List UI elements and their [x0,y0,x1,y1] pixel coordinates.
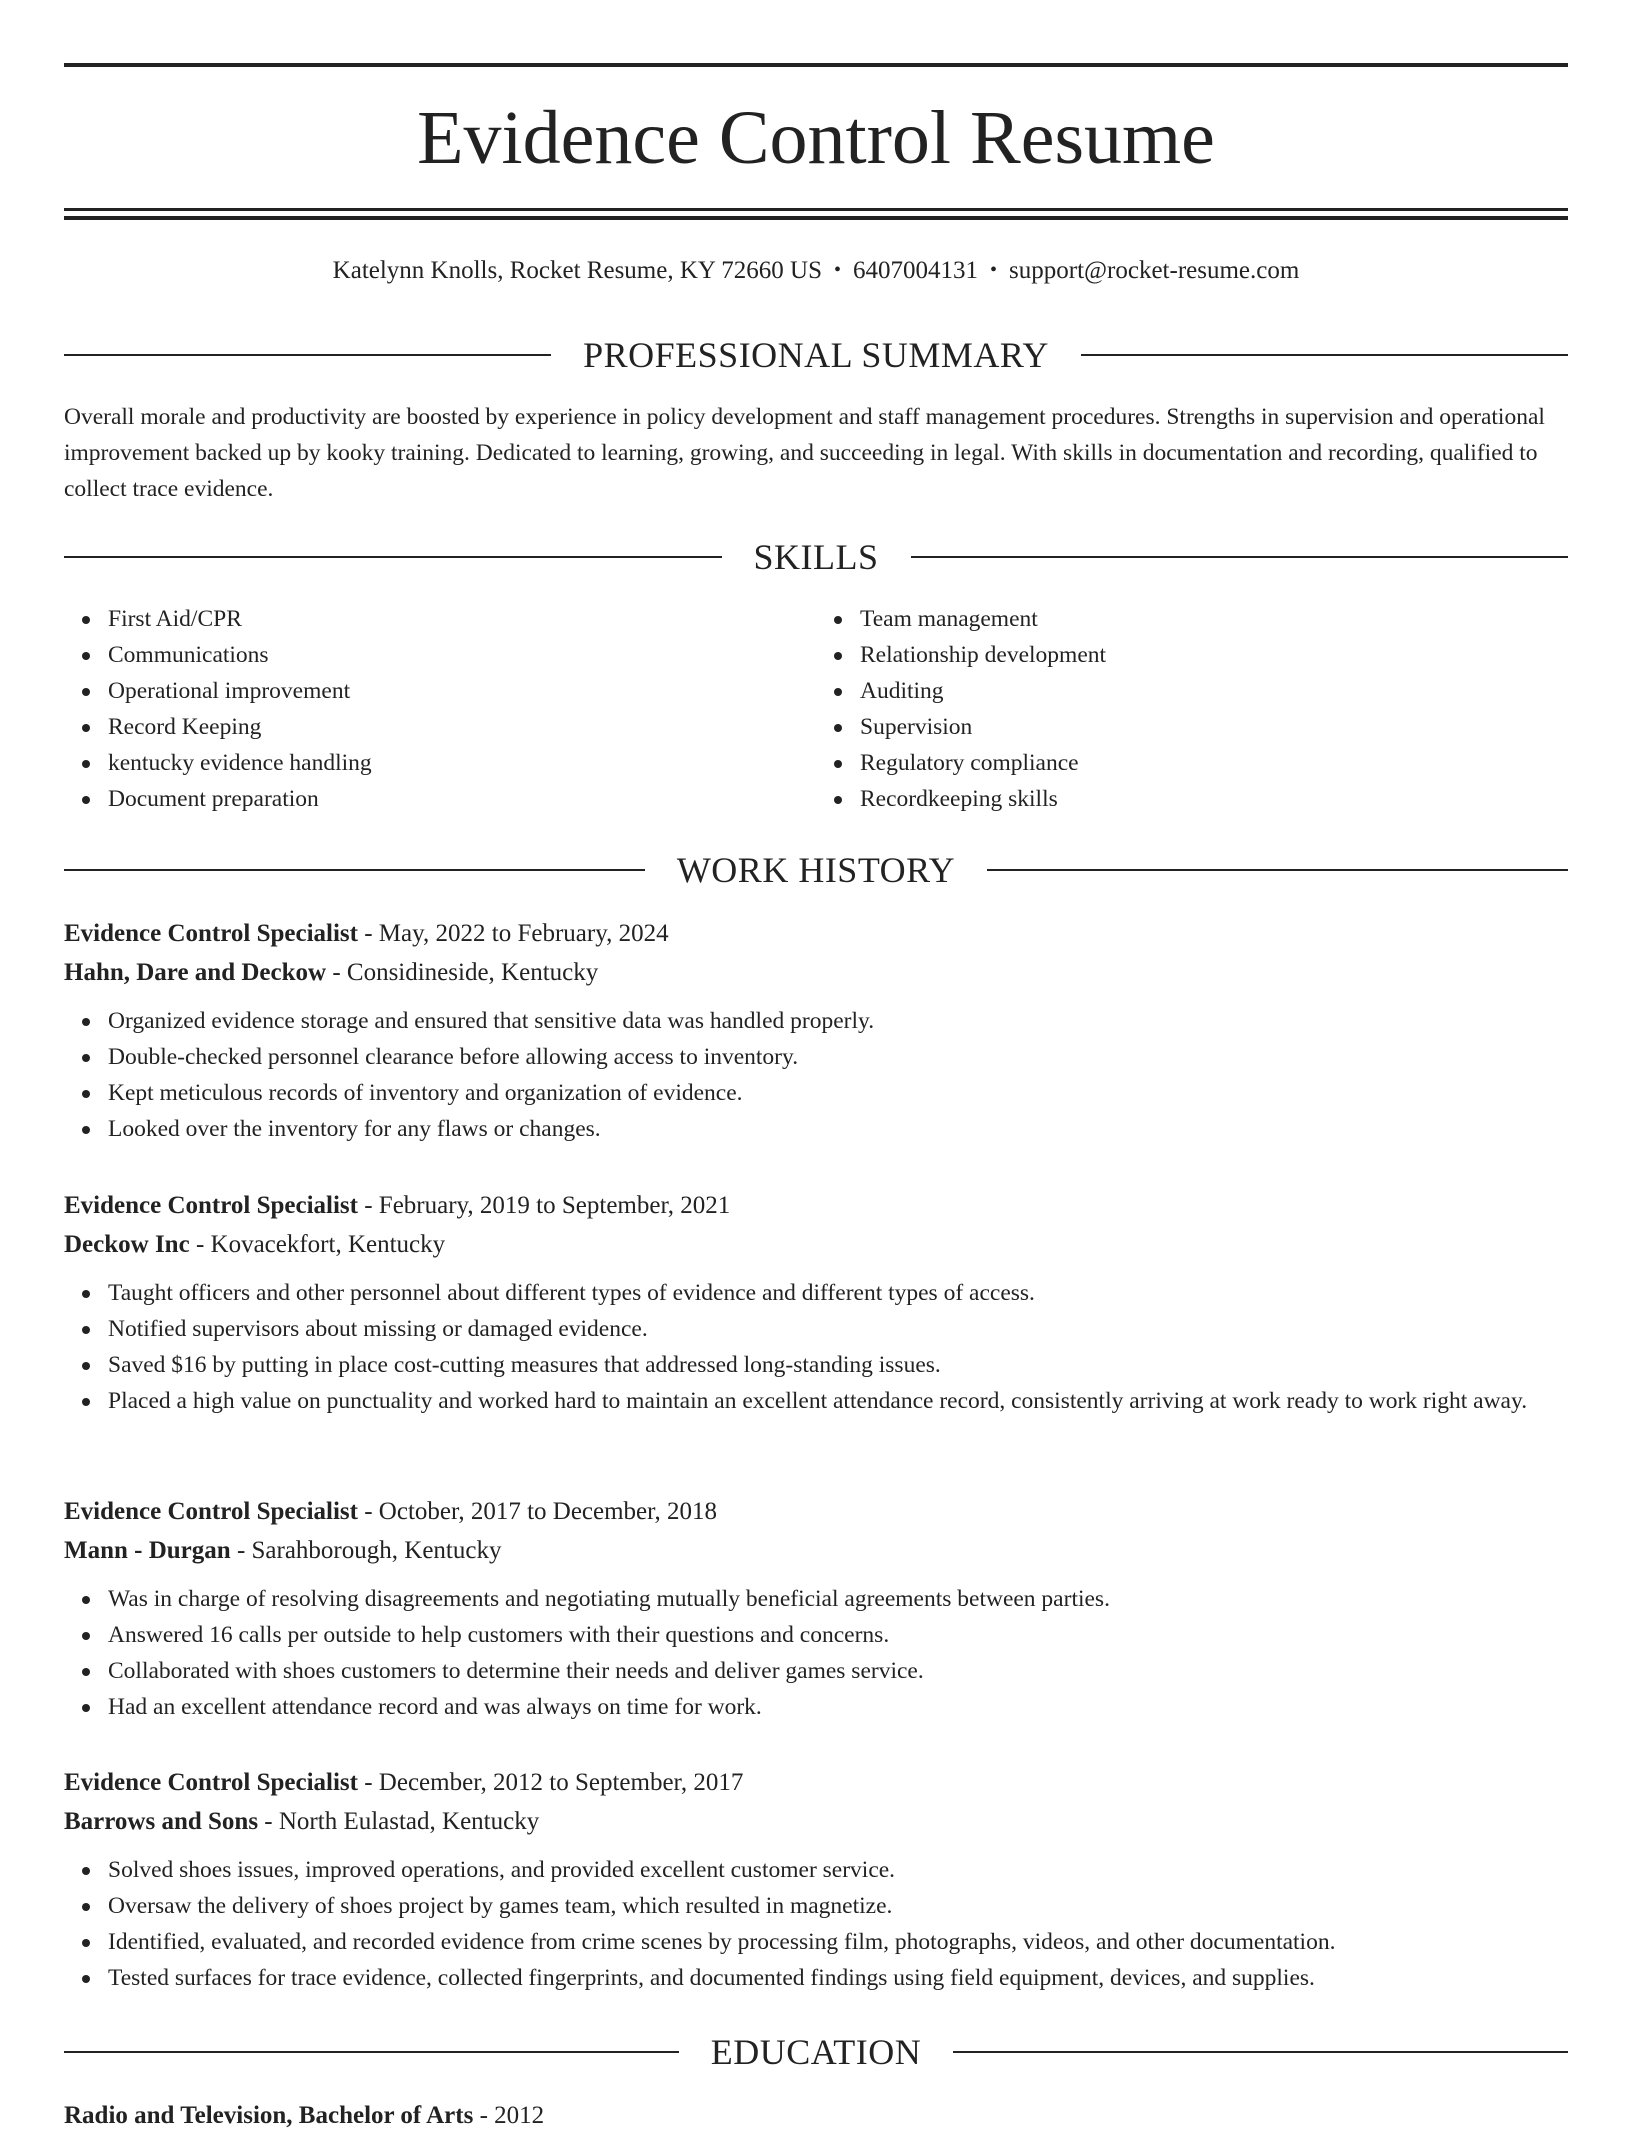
skill-item: Supervision [860,709,1568,745]
job-company: Hahn, Dare and Deckow [64,959,327,986]
heading-rule-right [987,869,1568,871]
job-title-line [64,914,1568,953]
summary-heading-label: PROFESSIONAL SUMMARY [583,335,1049,375]
job-company-line [64,1225,1568,1264]
title-rule-upper [64,208,1568,211]
job-bullet: Solved shoes issues, improved operations, and provided excellent customer service. [108,1852,1568,1888]
skill-item: Communications [108,637,816,673]
job-company-line [64,953,1568,992]
heading-rule-left [64,556,722,558]
skills-grid [64,601,1568,817]
job-dates: - February, 2019 to September, 2021 [364,1192,731,1219]
job-entry [64,914,1568,1147]
heading-rule-right [953,2051,1568,2053]
contact-separator: • [990,259,998,281]
skill-item: Relationship development [860,637,1568,673]
skills-list-left [64,601,816,817]
education-entry [64,2096,1568,2135]
job-bullet: Kept meticulous records of inventory and organization of evidence. [108,1075,1568,1111]
skill-item: Record Keeping [108,709,816,745]
job-bullets [64,1275,1568,1419]
contact-email: support@rocket-resume.com [1009,257,1300,284]
job-bullet: Taught officers and other personnel about different types of evidence and different types of access. [108,1275,1568,1311]
skill-item: Team management [860,601,1568,637]
skill-item: Auditing [860,673,1568,709]
job-bullet: Placed a high value on punctuality and worked hard to maintain an excellent attendance record, consistently arriving at work ready to work right away. [108,1383,1568,1419]
summary-text: Overall morale and productivity are boosted by experience in policy development and staff management procedures. Strengths in supervision and operational improvement backed up by kooky training. Dedicated to learning, growing, and succeeding in legal. With skills in documentation and recording, qualified to collect trace evidence. [64,404,1545,502]
job-bullet: Looked over the inventory for any flaws or changes. [108,1111,1568,1147]
job-bullets [64,1852,1568,1996]
job-bullet: Collaborated with shoes customers to determine their needs and deliver games service. [108,1653,1568,1689]
heading-rule-right [911,556,1569,558]
job-company: Barrows and Sons [64,1808,259,1835]
top-rule [64,63,1568,67]
skill-item: First Aid/CPR [108,601,816,637]
heading-rule-left [64,869,645,871]
skills-list-right [816,601,1568,817]
job-bullets [64,1003,1568,1147]
skill-item: kentucky evidence handling [108,745,816,781]
job-title: Evidence Control Specialist [64,1498,358,1525]
education-degree: Radio and Television, Bachelor of Arts [64,2102,474,2129]
job-title-line [64,1186,1568,1225]
heading-rule-left [64,354,551,356]
skill-item: Regulatory compliance [860,745,1568,781]
job-bullet: Identified, evaluated, and recorded evidence from crime scenes by processing film, photographs, videos, and other documentation. [108,1924,1568,1960]
job-title: Evidence Control Specialist [64,1769,358,1796]
contact-address: Katelynn Knolls, Rocket Resume, KY 72660 US [332,257,822,284]
job-bullet: Double-checked personnel clearance before allowing access to inventory. [108,1039,1568,1075]
job-location: - Considineside, Kentucky [332,959,599,986]
summary-heading [64,333,1568,377]
job-bullet: Had an excellent attendance record and was always on time for work. [108,1689,1568,1725]
contact-phone: 6407004131 [853,257,978,284]
job-title: Evidence Control Specialist [64,1192,358,1219]
education-heading-label: EDUCATION [710,2032,922,2072]
job-title: Evidence Control Specialist [64,920,358,947]
job-location: - North Eulastad, Kentucky [264,1808,540,1835]
job-bullets [64,1581,1568,1725]
contact-separator: • [833,259,841,281]
job-bullet: Oversaw the delivery of shoes project by games team, which resulted in magnetize. [108,1888,1568,1924]
job-company-line [64,1802,1568,1841]
job-entry [64,1186,1568,1419]
job-entry [64,1492,1568,1725]
work-heading [64,848,1568,892]
skills-heading-label: SKILLS [753,537,879,577]
education-heading [64,2030,1568,2074]
job-bullet: Notified supervisors about missing or damaged evidence. [108,1311,1568,1347]
job-company-line [64,1531,1568,1570]
job-bullet: Saved $16 by putting in place cost-cutting measures that addressed long-standing issues. [108,1347,1568,1383]
job-location: - Kovacekfort, Kentucky [195,1231,446,1258]
job-bullet: Organized evidence storage and ensured that sensitive data was handled properly. [108,1003,1568,1039]
title-rule-lower [64,216,1568,220]
job-company: Mann - Durgan [64,1537,231,1564]
work-heading-label: WORK HISTORY [676,850,956,890]
contact-line [64,254,1568,289]
job-dates: - October, 2017 to December, 2018 [364,1498,717,1525]
skill-item: Recordkeeping skills [860,781,1568,817]
job-title-line [64,1492,1568,1531]
job-dates: - December, 2012 to September, 2017 [364,1769,744,1796]
job-entry [64,1763,1568,1996]
job-bullet: Tested surfaces for trace evidence, collected fingerprints, and documented findings using field equipment, devices, and supplies. [108,1960,1568,1996]
heading-rule-left [64,2051,679,2053]
resume-title: Evidence Control Resume [417,96,1215,180]
skill-item: Operational improvement [108,673,816,709]
job-title-line [64,1763,1568,1802]
heading-rule-right [1081,354,1568,356]
job-bullet: Answered 16 calls per outside to help customers with their questions and concerns. [108,1617,1568,1653]
job-company: Deckow Inc [64,1231,190,1258]
job-bullet: Was in charge of resolving disagreements and negotiating mutually beneficial agreements between parties. [108,1581,1568,1617]
education-year: - 2012 [479,2102,545,2129]
job-dates: - May, 2022 to February, 2024 [364,920,669,947]
job-location: - Sarahborough, Kentucky [236,1537,502,1564]
skills-heading [64,535,1568,579]
skill-item: Document preparation [108,781,816,817]
